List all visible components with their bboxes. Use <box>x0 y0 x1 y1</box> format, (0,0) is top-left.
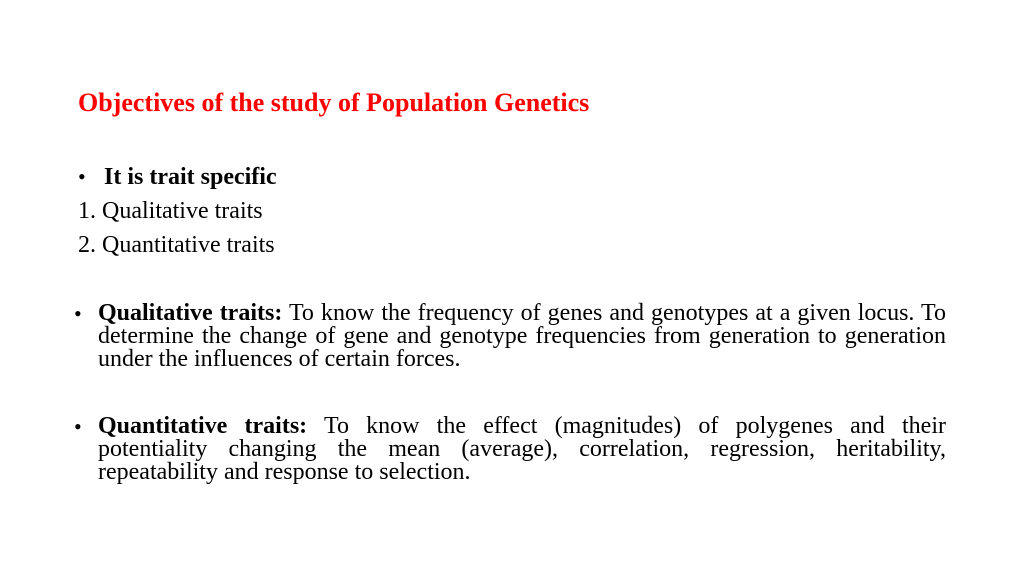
intro-heading: It is trait specific <box>104 164 277 190</box>
qualitative-text-block <box>98 302 946 371</box>
bullet-icon: • <box>74 301 82 326</box>
quantitative-text-block <box>98 415 946 484</box>
qualitative-paragraph <box>74 302 946 371</box>
list-item-quantitative: 2. Quantitative traits <box>78 232 275 258</box>
bullet-icon: • <box>78 164 86 189</box>
qualitative-label: Qualitative traits: <box>98 300 283 326</box>
bullet-icon: • <box>74 414 82 439</box>
slide-title: Objectives of the study of Population Genetics <box>78 88 590 117</box>
qualitative-text: To know the frequency of genes and genotypes at a given locus. To determine the change of gene and genotype frequencies from generation to generation under the influences of certain forces. <box>98 300 946 372</box>
quantitative-label: Quantitative traits: <box>98 413 308 439</box>
quantitative-paragraph <box>74 415 946 484</box>
quantitative-text: To know the effect (magnitudes) of polygenes and their potentiality changing the mean (average), correlation, regression, heritability, repeatability and response to selection. <box>98 413 946 485</box>
intro-block <box>78 160 277 262</box>
list-item-qualitative: 1. Qualitative traits <box>78 198 263 224</box>
intro-bullet-line <box>78 160 277 194</box>
